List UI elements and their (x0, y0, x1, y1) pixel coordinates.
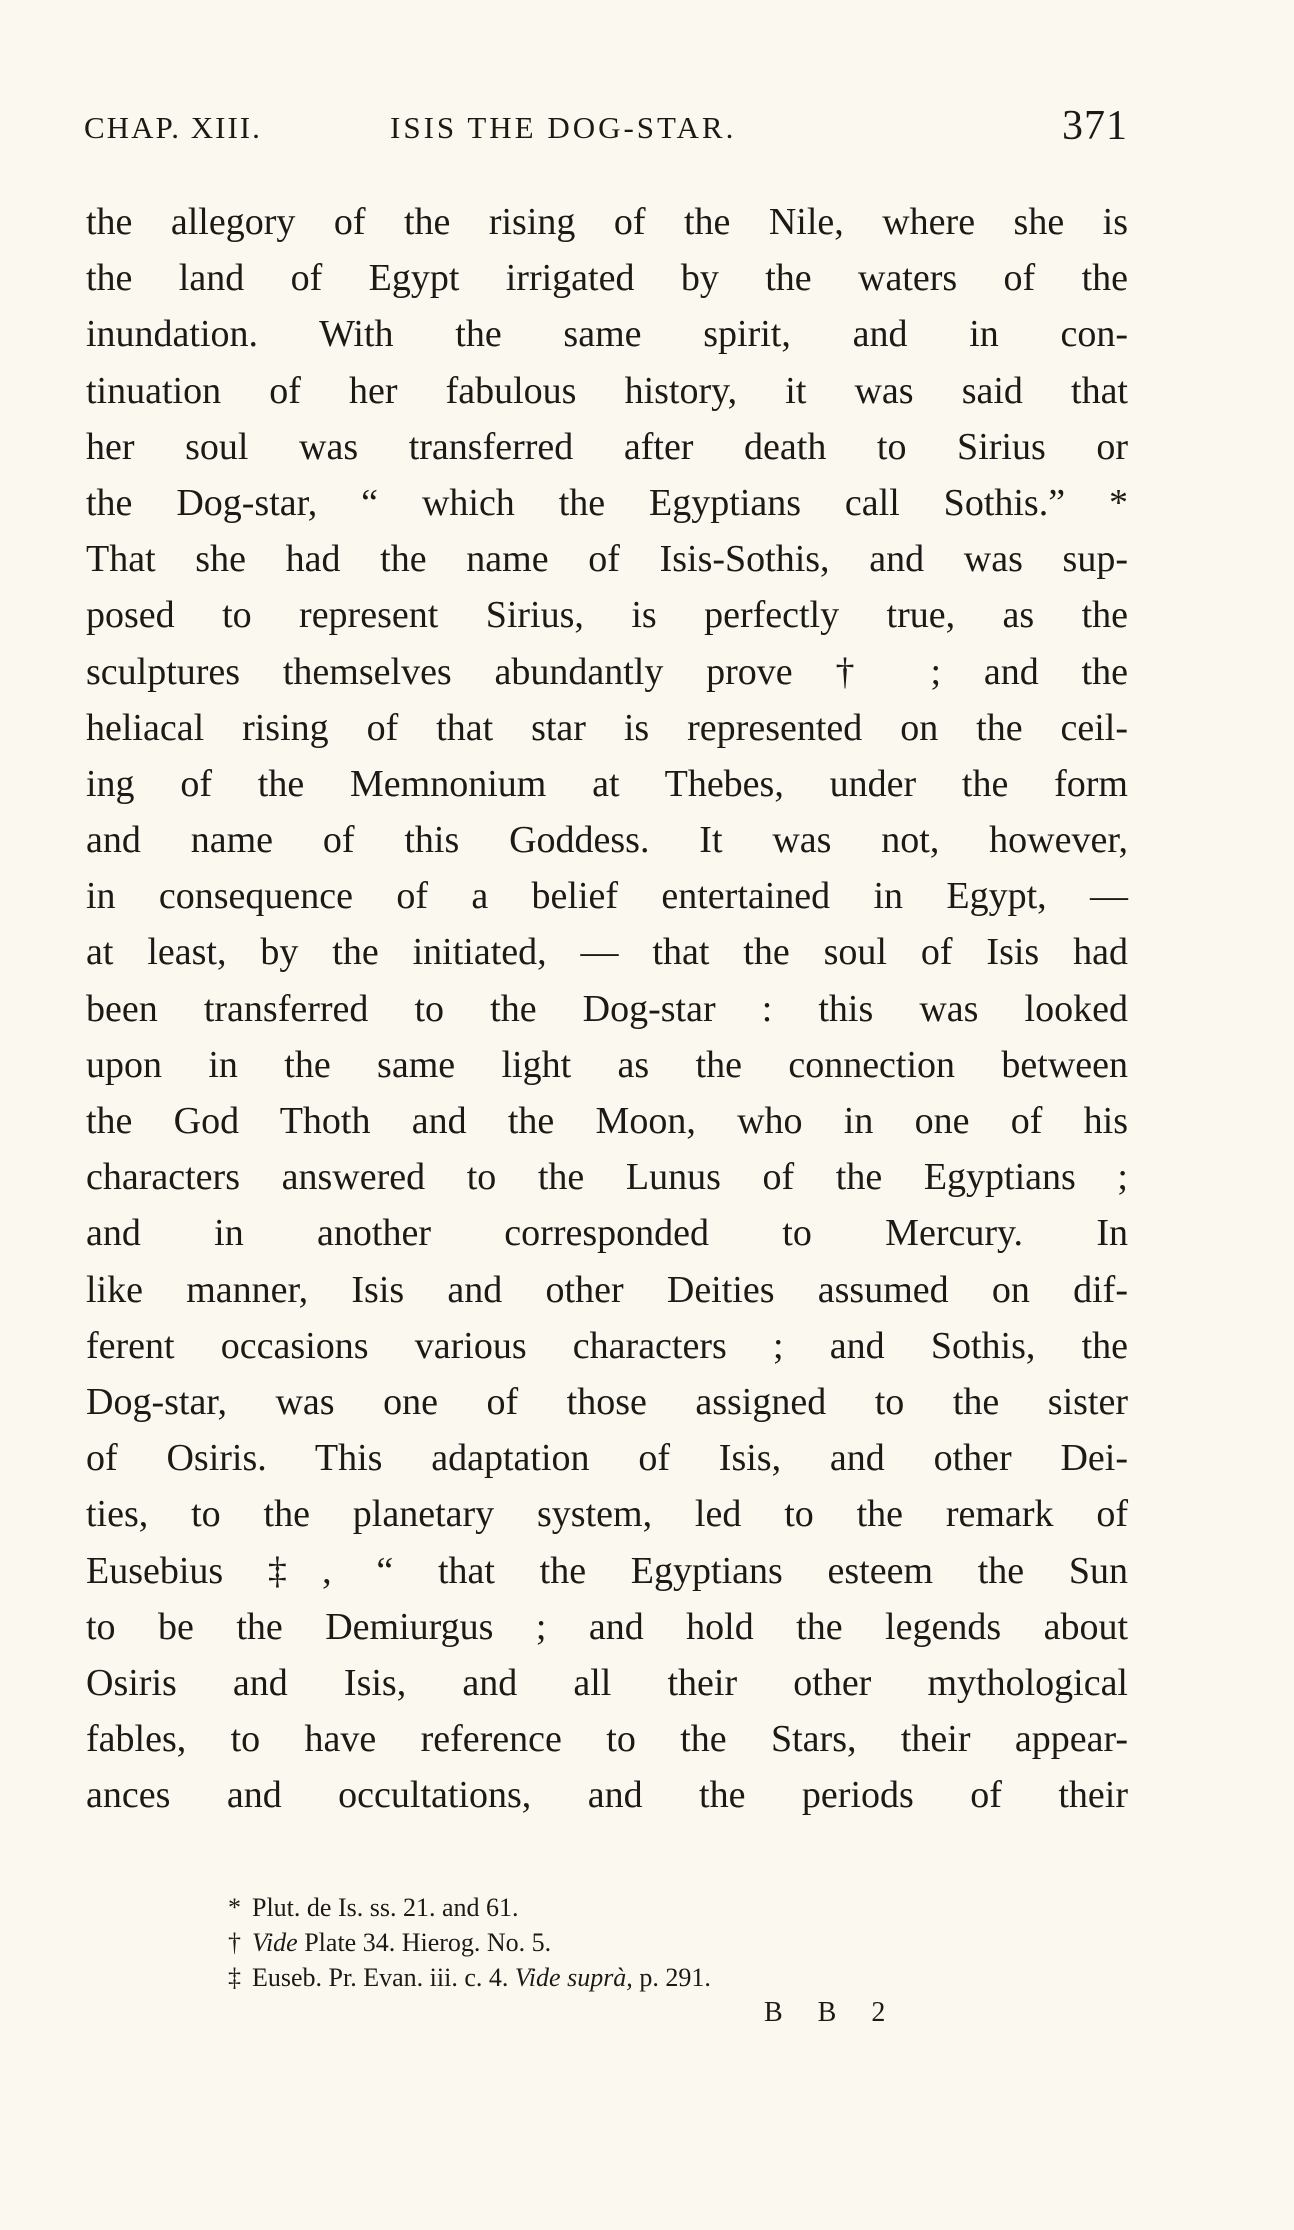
footnote-text-tail: Plate 34. Hierog. No. 5. (297, 1928, 552, 1957)
text-line: like manner, Isis and other Deities assumed on dif- (86, 1268, 1128, 1311)
page-number: 371 (1062, 103, 1128, 149)
footnote-mark: ‡ (228, 1963, 241, 1992)
text-line: posed to represent Sirius, is perfectly true, as the (86, 594, 1128, 637)
footnote (228, 1890, 1028, 1925)
footnote-text: Euseb. Pr. Evan. iii. c. 4. (252, 1963, 515, 1992)
text-line: and in another corresponded to Mercury. In (86, 1212, 1128, 1255)
text-line: of Osiris. This adaptation of Isis, and other Dei- (86, 1437, 1128, 1480)
text-line: Osiris and Isis, and all their other mythological (86, 1661, 1128, 1704)
text-line: inundation. With the same spirit, and in con- (86, 313, 1128, 356)
footnote-text: Plut. de Is. ss. 21. and 61. (252, 1893, 519, 1922)
chapter-label: CHAP. XIII. (84, 110, 262, 145)
footnotes (228, 1890, 1028, 1995)
footnote (228, 1960, 1028, 1995)
text-line: That she had the name of Isis-Sothis, and was sup- (86, 538, 1128, 581)
text-line: Eusebius ‡, “ that the Egyptians esteem the Sun (86, 1549, 1128, 1592)
text-line: and name of this Goddess. It was not, however, (86, 819, 1128, 862)
text-line: the allegory of the rising of the Nile, where she is (86, 201, 1128, 243)
text-line: her soul was transferred after death to Sirius or (86, 425, 1128, 468)
text-line: heliacal rising of that star is represented on the ceil- (86, 706, 1128, 749)
text-line: ing of the Memnonium at Thebes, under the form (86, 762, 1128, 805)
text-line: sculptures themselves abundantly prove † ; and the (86, 650, 1128, 693)
text-line: characters answered to the Lunus of the Egyptians ; (86, 1156, 1128, 1199)
text-line: tinuation of her fabulous history, it was said that (86, 369, 1128, 412)
footnote-italic-text: Vide (252, 1928, 298, 1957)
text-line: ances and occultations, and the periods of their (86, 1774, 1128, 1817)
text-line: been transferred to the Dog-star : this was looked (86, 987, 1128, 1030)
signature-mark: B B 2 (764, 1997, 900, 2028)
footnote (228, 1925, 1028, 1960)
text-line: ferent occasions various characters ; and Sothis, the (86, 1324, 1128, 1367)
body-text (86, 194, 1128, 1823)
text-line: upon in the same light as the connection between (86, 1043, 1128, 1086)
text-line: at least, by the initiated, — that the soul of Isis had (86, 931, 1128, 974)
text-line: ties, to the planetary system, led to the remark of (86, 1493, 1128, 1536)
text-line: the Dog-star, “ which the Egyptians call Sothis.” * (86, 481, 1128, 524)
footnote-mark: * (228, 1893, 241, 1922)
running-title: ISIS THE DOG-STAR. (390, 110, 737, 145)
text-line: Dog-star, was one of those assigned to the sister (86, 1380, 1128, 1423)
footnote-italic-text: Vide suprà, (514, 1963, 633, 1992)
footnote-text-tail: p. 291. (632, 1963, 711, 1992)
text-line: in consequence of a belief entertained in Egypt, — (86, 875, 1128, 918)
text-line: the God Thoth and the Moon, who in one of his (86, 1100, 1128, 1142)
running-head (84, 102, 1128, 150)
text-line: to be the Demiurgus ; and hold the legends about (86, 1605, 1128, 1648)
text-line: fables, to have reference to the Stars, their appear- (86, 1718, 1128, 1761)
text-line: the land of Egypt irrigated by the waters of the (86, 257, 1128, 300)
footnote-mark: † (228, 1928, 241, 1957)
